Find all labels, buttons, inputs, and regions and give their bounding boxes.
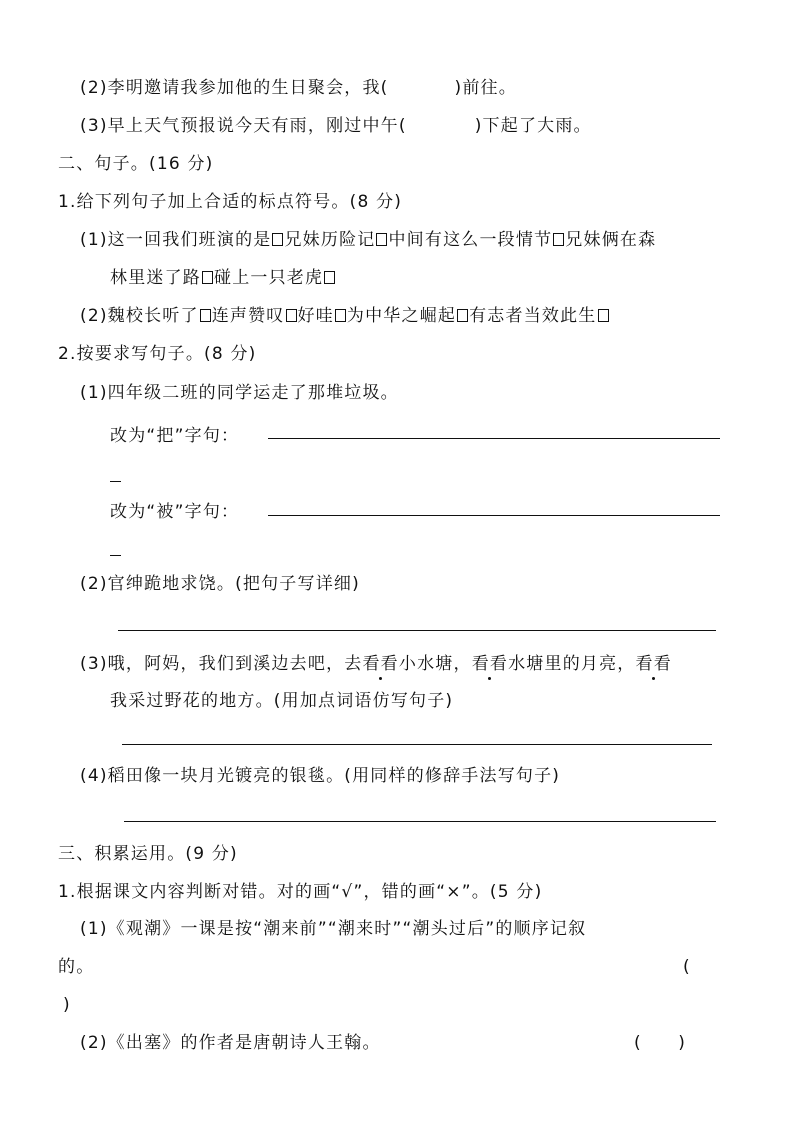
fill-blank-q2 xyxy=(80,76,517,100)
fill-blank-q2-text-before: (2)李明邀请我参加他的生日聚会，我( xyxy=(80,78,389,98)
answer-paren-open[interactable]: ( xyxy=(683,957,691,977)
bei-sentence-label: 改为“被”字句： xyxy=(110,502,240,522)
punctuation-box[interactable] xyxy=(457,309,468,322)
sentence-fragment: 连声赞叹 xyxy=(211,306,285,326)
section2-q2-sentence3-line1 xyxy=(80,652,672,676)
section3-q1-sentence2: (2)《出塞》的作者是唐朝诗人王翰。 xyxy=(80,1033,381,1053)
section2-heading: 二、句子。(16 分) xyxy=(58,154,214,174)
ba-sentence-answer-line[interactable] xyxy=(268,438,720,439)
section2-q2-sentence1: (1)四年级二班的同学运走了那堆垃圾。 xyxy=(80,383,399,403)
section2-q2-sentence2: (2)官绅跪地求饶。(把句子写详细) xyxy=(80,574,360,594)
sentence-fragment: 有志者当效此生 xyxy=(469,306,597,326)
ba-sentence-continuation-mark xyxy=(110,481,121,482)
sentence3-answer-line[interactable] xyxy=(122,744,712,745)
section2-q1-sentence1-line1 xyxy=(80,228,656,252)
punctuation-box[interactable] xyxy=(272,233,283,246)
ba-sentence-label: 改为“把”字句： xyxy=(110,426,240,446)
punctuation-box[interactable] xyxy=(200,309,211,322)
section2-q2-sentence4: (4)稻田像一块月光镀亮的银毯。(用同样的修辞手法写句子) xyxy=(80,766,561,786)
punctuation-box[interactable] xyxy=(202,271,213,284)
section2-q1-sentence2 xyxy=(80,304,610,328)
fill-blank-q3 xyxy=(80,114,592,138)
sentence-fragment: (3)哦，阿妈，我们到溪边去吧，去 xyxy=(80,654,363,674)
fill-blank-q2-text-after: )前往。 xyxy=(454,78,517,98)
section2-q2-sentence3-line2: 我采过野花的地方。(用加点词语仿写句子) xyxy=(110,691,454,711)
sentence4-answer-line[interactable] xyxy=(124,821,716,822)
sentence-fragment: 水塘里的月亮， xyxy=(508,654,636,674)
section2-q2-title: 2.按要求写句子。(8 分) xyxy=(58,344,257,364)
dotted-word: 看看 xyxy=(471,654,509,674)
section3-heading: 三、积累运用。(9 分) xyxy=(58,844,238,864)
punctuation-box[interactable] xyxy=(324,271,335,284)
fill-blank-q3-text-before: (3)早上天气预报说今天有雨，刚过中午( xyxy=(80,116,407,136)
sentence-fragment: 小水塘， xyxy=(398,654,472,674)
sentence-fragment: (1)这一回我们班演的是 xyxy=(80,230,272,250)
sentence-fragment: 为中华之崛起 xyxy=(346,306,457,326)
sentence-fragment: 好哇 xyxy=(297,306,334,326)
answer-paren-close[interactable]: ) xyxy=(63,995,71,1015)
sentence-fragment: 兄妹历险记 xyxy=(284,230,376,250)
dotted-word: 看看 xyxy=(362,654,399,674)
punctuation-box[interactable] xyxy=(376,233,387,246)
punctuation-box[interactable] xyxy=(598,309,609,322)
bei-sentence-continuation-mark xyxy=(110,555,121,556)
sentence-fragment: 林里迷了路 xyxy=(110,268,201,288)
section3-q1-sentence1-line2: 的。 xyxy=(58,957,95,977)
sentence-fragment: 碰上一只老虎 xyxy=(214,268,324,288)
sentence-fragment: (2)魏校长听了 xyxy=(80,306,199,326)
punctuation-box[interactable] xyxy=(286,309,297,322)
section2-q1-sentence1-line2 xyxy=(110,266,336,290)
section2-q1-title: 1.给下列句子加上合适的标点符号。(8 分) xyxy=(58,192,403,212)
fill-blank-q3-text-after: )下起了大雨。 xyxy=(474,116,592,136)
punctuation-box[interactable] xyxy=(335,309,346,322)
sentence2-answer-line[interactable] xyxy=(118,630,716,631)
section3-q1-sentence1-line1: (1)《观潮》一课是按“潮来前”“潮来时”“潮头过后”的顺序记叙 xyxy=(80,919,587,939)
bei-sentence-answer-line[interactable] xyxy=(268,515,720,516)
sentence-fragment: 兄妹俩在森 xyxy=(565,230,657,250)
punctuation-box[interactable] xyxy=(553,233,564,246)
section3-q1-title: 1.根据课文内容判断对错。对的画“√”，错的画“×”。(5 分) xyxy=(58,882,543,902)
dotted-word: 看看 xyxy=(635,654,672,674)
sentence2-answer-paren[interactable]: ( ) xyxy=(634,1033,687,1053)
sentence-fragment: 中间有这么一段情节 xyxy=(388,230,553,250)
